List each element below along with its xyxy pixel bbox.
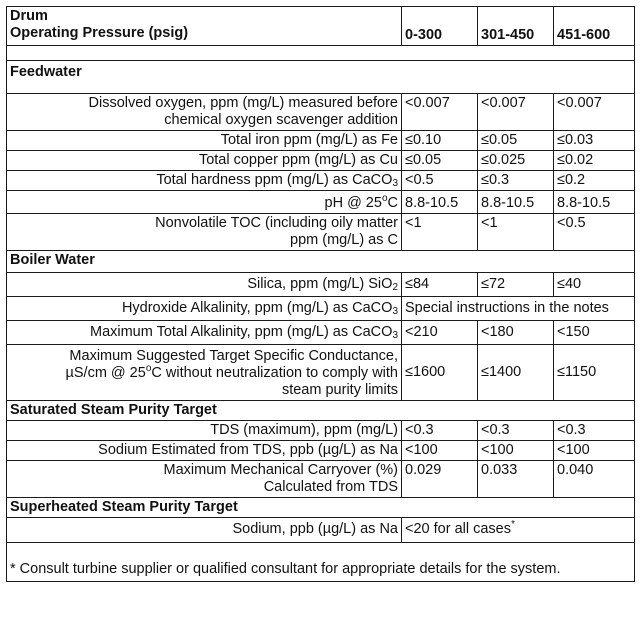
value-cell: ≤0.10 [402,131,478,151]
section-title-boiler-water: Boiler Water [7,251,635,273]
param-mechanical-carryover: Maximum Mechanical Carryover (%) Calculated from TDS [7,461,402,498]
header-label-line2: Operating Pressure (psig) [10,25,189,41]
value-cell: <0.007 [402,94,478,131]
param-total-iron: Total iron ppm (mg/L) as Fe [7,131,402,151]
header-row [7,7,635,46]
value-cell: <210 [402,321,478,345]
header-label-cell [7,7,402,46]
section-title-feedwater: Feedwater [7,61,635,94]
value-cell: <0.3 [554,421,635,441]
param-max-total-alkalinity: Maximum Total Alkalinity, ppm (mg/L) as CaCO$_3$ [7,321,402,345]
value-cell: 0.029 [402,461,478,498]
section-feedwater-row [7,61,635,94]
value-cell: <0.5 [402,171,478,191]
value-cell: <0.5 [554,214,635,251]
header-range-1: 301-450 [478,7,554,46]
water-quality-table-document [6,6,634,582]
table-row [7,131,635,151]
param-sodium: Sodium, ppb (µg/L) as Na [7,518,402,543]
value-cell: <100 [554,441,635,461]
value-cell: ≤0.03 [554,131,635,151]
table-row [7,273,635,297]
table-row [7,345,635,401]
value-span-cell: Special instructions in the notes [402,297,635,321]
table-row [7,518,635,543]
value-cell: ≤1600 [402,345,478,401]
value-cell: <0.007 [554,94,635,131]
param-sodium-estimated: Sodium Estimated from TDS, ppb (µg/L) as Na [7,441,402,461]
value-span-cell: <20 for all cases* [402,518,635,543]
param-hydroxide-alkalinity: Hydroxide Alkalinity, ppm (mg/L) as CaCO$_3$ [7,297,402,321]
value-cell: <150 [554,321,635,345]
table-row [7,151,635,171]
value-cell: ≤0.025 [478,151,554,171]
header-range-0: 0-300 [402,7,478,46]
value-cell: 8.8-10.5 [478,191,554,214]
footnote-row [7,543,635,582]
value-cell: <180 [478,321,554,345]
value-cell: <0.007 [478,94,554,131]
header-range-2: 451-600 [554,7,635,46]
value-cell: ≤72 [478,273,554,297]
table-row [7,171,635,191]
section-saturated-steam-row [7,401,635,421]
param-dissolved-oxygen: Dissolved oxygen, ppm (mg/L) measured before chemical oxygen scavenger addition [7,94,402,131]
value-cell: ≤0.2 [554,171,635,191]
value-cell: <0.3 [478,421,554,441]
table-row [7,461,635,498]
param-silica: Silica, ppm (mg/L) SiO$_2$ [7,273,402,297]
value-cell: ≤0.05 [402,151,478,171]
value-cell: ≤0.05 [478,131,554,151]
table-row [7,321,635,345]
water-quality-table [6,6,635,582]
param-total-copper: Total copper ppm (mg/L) as Cu [7,151,402,171]
value-cell: 8.8-10.5 [554,191,635,214]
param-nonvolatile-toc: Nonvolatile TOC (including oily matter ppm (mg/L) as C [7,214,402,251]
table-row [7,297,635,321]
value-cell: ≤0.02 [554,151,635,171]
value-cell: <0.3 [402,421,478,441]
table-row [7,441,635,461]
table-row [7,421,635,441]
section-superheated-steam-row [7,498,635,518]
value-cell: ≤84 [402,273,478,297]
param-tds: TDS (maximum), ppm (mg/L) [7,421,402,441]
value-cell: <100 [478,441,554,461]
footnote: * Consult turbine supplier or qualified consultant for appropriate details for the system. [7,543,635,582]
section-boiler-water-row [7,251,635,273]
section-title-superheated-steam: Superheated Steam Purity Target [7,498,635,518]
spacer-row [7,46,635,61]
value-cell: ≤1150 [554,345,635,401]
table-row [7,214,635,251]
section-title-saturated-steam: Saturated Steam Purity Target [7,401,635,421]
value-cell: 0.033 [478,461,554,498]
value-cell: <100 [402,441,478,461]
value-cell: 0.040 [554,461,635,498]
value-cell: <1 [478,214,554,251]
param-specific-conductance: Maximum Suggested Target Specific Conductance, µS/cm @ 25$^o$C without neutralization to comply with steam purity limits [7,345,402,401]
table-row [7,191,635,214]
value-cell: ≤0.3 [478,171,554,191]
param-total-hardness: Total hardness ppm (mg/L) as CaCO$_3$ [7,171,402,191]
header-label-line1: Drum [10,8,48,24]
value-cell: ≤40 [554,273,635,297]
value-cell: <1 [402,214,478,251]
param-ph: pH @ 25$^o$C [7,191,402,214]
table-row [7,94,635,131]
value-cell: ≤1400 [478,345,554,401]
value-cell: 8.8-10.5 [402,191,478,214]
